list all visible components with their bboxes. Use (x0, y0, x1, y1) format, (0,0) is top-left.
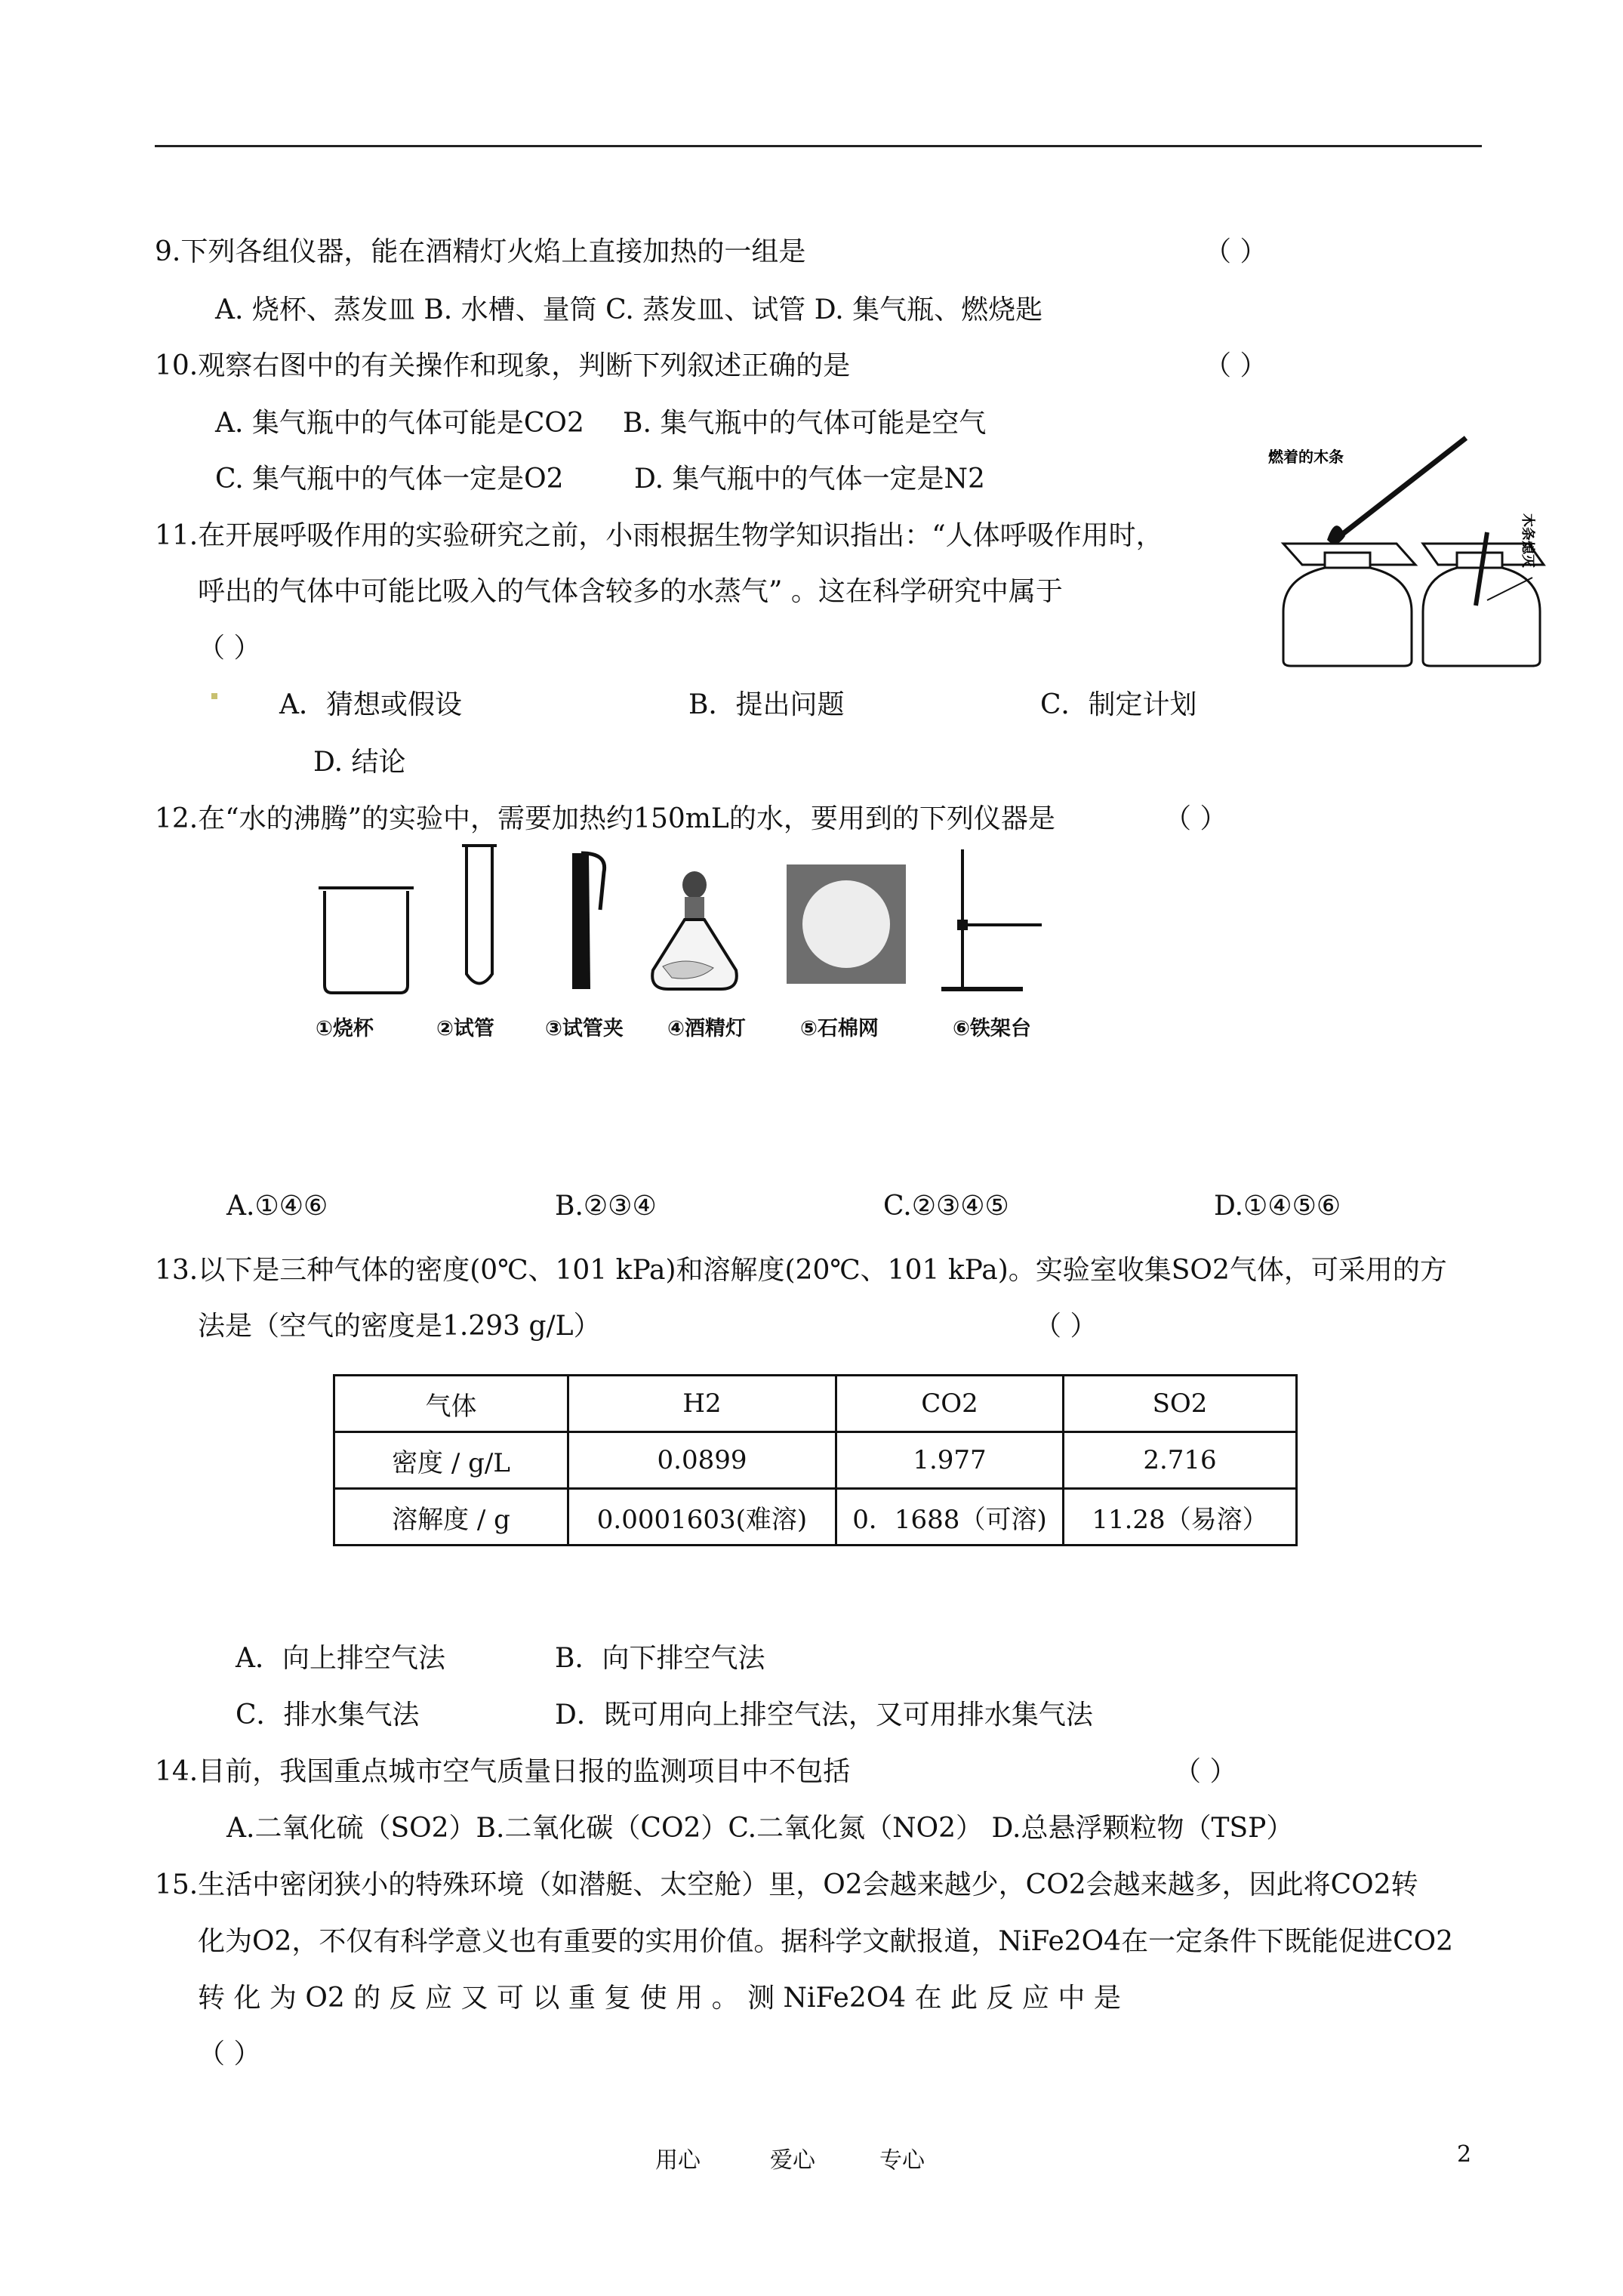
table-header-cell: H2 (568, 1376, 836, 1432)
q14-stem: 14.目前，我国重点城市空气质量日报的监测项目中不包括 (155, 1756, 851, 1787)
q12-option-a: A.①④⑥ (226, 1191, 328, 1222)
table-cell: 0.0001603(难溶) (568, 1489, 836, 1546)
gas-jar-left-icon (1283, 568, 1412, 666)
caption-asbestos-gauze: ⑤石棉网 (800, 1017, 879, 1040)
caption-test-tube: ②试管 (436, 1017, 494, 1040)
q12-stem: 12.在“水的沸腾”的实验中，需要加热约150mL的水，要用到的下列仪器是 (155, 803, 1055, 834)
q11-answer-paren: （ ） (198, 633, 261, 664)
q13-option-b: B．向下排空气法 (555, 1643, 765, 1674)
caption-iron-stand: ⑥铁架台 (953, 1017, 1031, 1040)
table-row (334, 1489, 1297, 1546)
alcohol-lamp-icon (652, 920, 737, 989)
caption-test-tube-holder: ③试管夹 (545, 1017, 624, 1040)
q12-option-b: B.②③④ (555, 1191, 657, 1222)
jar-neck-left (1325, 553, 1370, 568)
lamp-wick-holder (685, 897, 704, 920)
table-cell: 2.716 (1064, 1432, 1297, 1489)
q11-option-c: C．制定计划 (1040, 689, 1197, 720)
table-cell: 溶解度 / g (334, 1489, 568, 1546)
footer-motto-1: 用心 (655, 2147, 701, 2174)
lamp-cap (682, 871, 707, 898)
q12-apparatus-figure (310, 838, 1110, 1004)
q10-option-d: D. 集气瓶中的气体一定是N2 (634, 464, 985, 495)
q9-stem: 9.下列各组仪器，能在酒精灯火焰上直接加热的一组是 (155, 236, 806, 267)
figure-label-burning-splint: 燃着的木条 (1268, 448, 1344, 466)
table-header-cell: CO2 (836, 1376, 1064, 1432)
q11-option-a: A．猜想或假设 (279, 689, 462, 720)
q13-option-a: A．向上排空气法 (236, 1643, 445, 1674)
q11-line2: 呼出的气体中可能比吸入的气体含较多的水蒸气” 。这在科学研究中属于 (198, 576, 1063, 607)
q12-option-c: C.②③④⑤ (883, 1191, 1009, 1222)
table-header-cell: 气体 (334, 1376, 568, 1432)
jar-neck-right (1457, 553, 1502, 568)
table-cell: 密度 / g/L (334, 1432, 568, 1489)
table-cell: 0.0899 (568, 1432, 836, 1489)
q13-option-c: C．排水集气法 (236, 1700, 420, 1730)
q9-options: A. 烧杯、蒸发皿 B. 水槽、量筒 C. 蒸发皿、试管 D. 集气瓶、燃烧匙 (215, 294, 1043, 325)
boss-head (957, 920, 968, 930)
table-header-row (334, 1376, 1297, 1432)
table-cell: 11.28（易溶） (1064, 1489, 1297, 1546)
q10-option-a: A. 集气瓶中的气体可能是CO2 (215, 408, 584, 439)
pointer-line (1487, 578, 1532, 600)
footer-motto-3: 专心 (879, 2147, 925, 2174)
q15-line2: 化为O2，不仅有科学意义也有重要的实用价值。据科学文献报道，NiFe2O4在一定条件下既能促进CO2 (198, 1926, 1454, 1957)
table-cell: 1.977 (836, 1432, 1064, 1489)
q11-option-d: D. 结论 (313, 747, 406, 778)
header-rule (155, 145, 1482, 147)
stray-mark (211, 693, 217, 699)
q15-line3: 转 化 为 O2 的 反 应 又 可 以 重 复 使 用 。 测 NiFe2O4 在 此 反 应 中 是 (198, 1983, 1121, 2014)
q14-options: A.二氧化硫（SO2）B.二氧化碳（CO2）C.二氧化氮（NO2） D.总悬浮颗粒物（TSP） (226, 1813, 1294, 1844)
gauze-center (802, 880, 890, 968)
table-cell: 0．1688（可溶) (836, 1489, 1064, 1546)
q15-line1: 15.生活中密闭狭小的特殊环境（如潜艇、太空舱）里，O2会越来越少，CO2会越来越多，因此将CO2转 (155, 1869, 1418, 1900)
flame-icon (1327, 525, 1345, 544)
caption-beaker: ①烧杯 (316, 1017, 374, 1040)
q13-line1: 13.以下是三种气体的密度(0℃、101 kPa)和溶解度(20℃、101 kPa)。实验室收集SO2气体，可采用的方 (155, 1255, 1447, 1286)
test-tube-holder-icon (572, 853, 590, 989)
q11-line1: 11.在开展呼吸作用的实验研究之前，小雨根据生物学知识指出：“人体呼吸作用时， (155, 520, 1163, 551)
q10-option-b: B. 集气瓶中的气体可能是空气 (623, 408, 987, 439)
q15-answer-paren: （ ） (198, 2039, 261, 2069)
q13-line2: 法是（空气的密度是1.293 g/L） (198, 1311, 601, 1342)
q12-option-d: D.①④⑤⑥ (1214, 1191, 1341, 1222)
q11-option-b: B．提出问题 (688, 689, 845, 720)
q10-stem: 10.观察右图中的有关操作和现象，判断下列叙述正确的是 (155, 350, 851, 381)
q12-answer-paren: （ ） (1164, 803, 1227, 834)
test-tube-icon (467, 846, 492, 984)
q9-answer-paren: （ ） (1204, 236, 1267, 267)
q13-option-d: D．既可用向上排空气法，又可用排水集气法 (555, 1700, 1093, 1730)
q13-answer-paren: （ ） (1034, 1311, 1098, 1342)
footer-motto-2: 爱心 (770, 2147, 815, 2174)
gas-properties-table (333, 1374, 1298, 1546)
q14-answer-paren: （ ） (1174, 1756, 1237, 1787)
q10-answer-paren: （ ） (1204, 350, 1267, 381)
caption-alcohol-lamp: ④酒精灯 (667, 1017, 746, 1040)
q10-figure-gas-jars (1261, 430, 1548, 672)
page-number: 2 (1457, 2141, 1472, 2168)
figure-label-splint-out: 木条熄灭 (1520, 513, 1535, 568)
table-header-cell: SO2 (1064, 1376, 1297, 1432)
burning-splint-icon (1340, 438, 1466, 536)
table-row (334, 1432, 1297, 1489)
q10-option-c: C. 集气瓶中的气体一定是O2 (215, 464, 564, 495)
beaker-icon (325, 891, 408, 993)
